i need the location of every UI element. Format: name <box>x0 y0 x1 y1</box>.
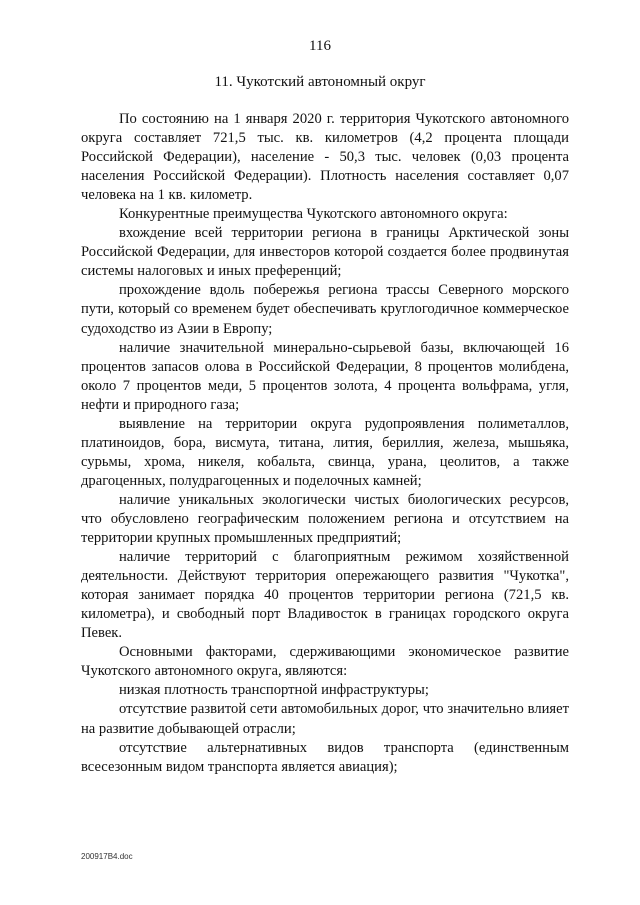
paragraph-low-transport-density: низкая плотность транспортной инфраструктуры; <box>119 682 429 699</box>
paragraph-territory-overview: По состоянию на 1 января 2020 г. территория Чукотского автономного округа составляет 721,5 тыс. кв. километров (4,2 процента площади Российской Федерации), население - 50,3 тыс. человек (0,03 процента населения Российской Федерации). Плотность населения составляет 0,07 человека на 1 кв. километр. <box>81 111 569 204</box>
page-number: 116 <box>309 38 331 54</box>
paragraph-constraints-intro: Основными факторами, сдерживающими экономическое развитие Чукотского автономного округа, являются: <box>81 644 569 680</box>
paragraph-mineral-base: наличие значительной минерально-сырьевой базы, включающей 16 процентов запасов олова в Российской Федерации, 8 процентов молибдена, около 7 процентов меди, 5 процентов золота, 4 процента вольфрама, угля, нефти и природного газа; <box>81 339 569 413</box>
paragraph-arctic-zone: вхождение всей территории региона в границы Арктической зоны Российской Федерации, для инвесторов которой создается более продвинутая системы налоговых и иных преференций; <box>81 225 569 280</box>
paragraph-road-network: отсутствие развитой сети автомобильных дорог, что значительно влияет на развитие добывающей отрасли; <box>81 701 569 737</box>
paragraph-northern-sea-route: прохождение вдоль побережья региона трассы Северного морского пути, который со временем будет обеспечивать круглогодичное коммерческое судоходство из Азии в Европу; <box>81 282 569 337</box>
section-heading: 11. Чукотский автономный округ <box>214 74 426 90</box>
paragraph-alternative-transport: отсутствие альтернативных видов транспорта (единственным всесезонным видом транспорта является авиация); <box>81 739 569 775</box>
document-body <box>81 110 569 777</box>
paragraph-biological-resources: наличие уникальных экологически чистых биологических ресурсов, что обусловлено географическим положением региона и отсутствием на территории крупных промышленных предприятий; <box>81 491 569 547</box>
footer-filename: 200917В4.doc <box>81 852 133 861</box>
paragraph-advantages-intro: Конкурентные преимущества Чукотского автономного округа: <box>119 206 508 223</box>
paragraph-ore-occurrences: выявление на территории округа рудопроявления полиметаллов, платиноидов, бора, висмута, титана, лития, бериллия, железа, мышьяка, сурьмы, хрома, никеля, кобальта, свинца, урана, цеолитов, а также драгоценных, полудрагоценных и поделочных камней; <box>81 415 569 489</box>
paragraph-favorable-territories: наличие территорий с благоприятным режимом хозяйственной деятельности. Действуют территория опережающего развития "Чукотка", которая занимает порядка 40 процентов территории региона (721,5 кв. километра), и свободный порт Владивосток в границах городского округа Певек. <box>81 549 569 642</box>
